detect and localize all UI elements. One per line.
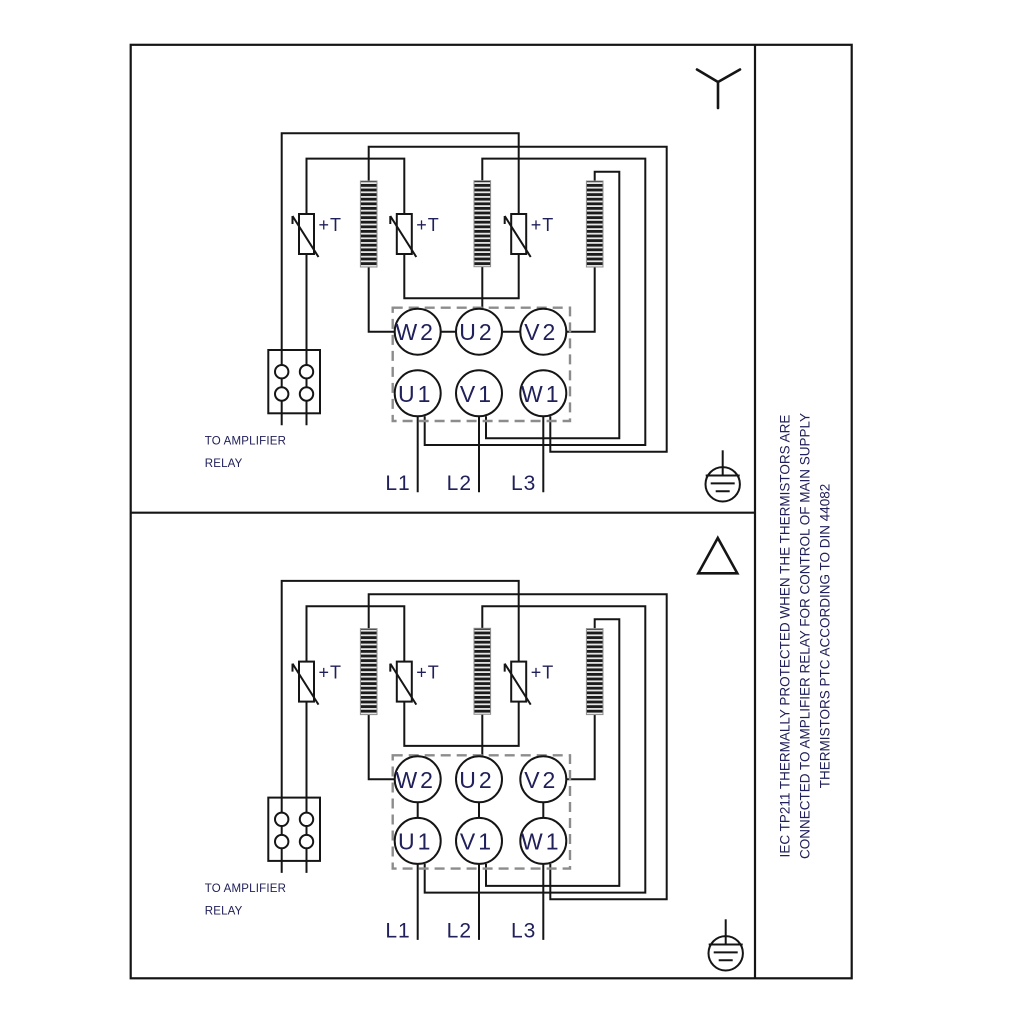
terminal-u2-label: U2: [459, 319, 495, 346]
terminal-w2-label: W2: [395, 766, 436, 793]
delta-connection-icon: [698, 538, 737, 573]
terminal-w1: [521, 381, 562, 407]
earth-ground-icon: [709, 919, 743, 970]
supply-line-l3-label: L3: [510, 472, 537, 495]
terminal-v1: [460, 381, 494, 407]
terminal-v2-label: V2: [524, 319, 559, 346]
supply-line-l2-label: L2: [446, 919, 472, 943]
relay-caption-line1: TO AMPLIFIER: [204, 882, 287, 895]
terminal-v2-label: V2: [524, 766, 559, 793]
terminal-u1-label: U1: [397, 828, 434, 855]
terminal-u2: [459, 319, 494, 345]
title-block-line2: CONNECTED TO AMPLIFIER RELAY FOR CONTROL OF MAIN SUPPLY: [797, 412, 813, 860]
terminal-w2-label: W2: [395, 319, 436, 346]
terminal-w1: [521, 828, 562, 854]
panel-delta-connection: [205, 538, 743, 971]
thermistor-1-label: +T: [318, 662, 343, 683]
supply-line-l2-label: L2: [446, 472, 472, 495]
terminal-u1-label: U1: [397, 380, 434, 407]
supply-line-l3-label: L3: [510, 919, 537, 943]
terminal-v2: [524, 319, 558, 345]
terminal-v1: [460, 828, 494, 854]
relay-caption-line1: TO AMPLIFIER: [204, 435, 287, 448]
terminal-u1: [398, 828, 433, 854]
relay-caption-line2: RELAY: [204, 905, 243, 918]
terminal-u2: [459, 767, 494, 793]
thermistor-2-label: +T: [416, 662, 440, 683]
title-block-line3: THERMISTORS PTC ACCORDING TO DIN 44082: [817, 483, 833, 789]
earth-ground-icon: [706, 450, 740, 501]
thermistor-1-label: +T: [318, 215, 343, 235]
terminal-v2: [524, 767, 558, 793]
delta-link-bars: [418, 802, 544, 818]
thermistor-3-label: +T: [530, 215, 555, 235]
supply-line-l1-label: L1: [385, 472, 411, 495]
terminal-u1: [398, 381, 433, 407]
title-block-line1: IEC TP211 THERMALLY PROTECTED WHEN THE THERMISTORS ARE: [777, 414, 793, 858]
thermistor-2-label: +T: [416, 215, 440, 235]
terminal-v1-label: V1: [459, 828, 495, 855]
terminal-u2-label: U2: [459, 766, 495, 793]
terminal-w1-label: W1: [521, 828, 562, 855]
supply-line-l1-label: L1: [385, 919, 411, 943]
title-block: [778, 413, 833, 859]
panel-star-connection: [205, 70, 740, 502]
star-connection-icon: [697, 70, 740, 109]
terminal-w1-label: W1: [521, 380, 562, 407]
terminal-w2: [395, 767, 436, 793]
terminal-w2: [395, 319, 436, 345]
terminal-v1-label: V1: [459, 380, 495, 407]
relay-caption-line2: RELAY: [204, 458, 243, 470]
thermistor-3-label: +T: [530, 662, 555, 683]
